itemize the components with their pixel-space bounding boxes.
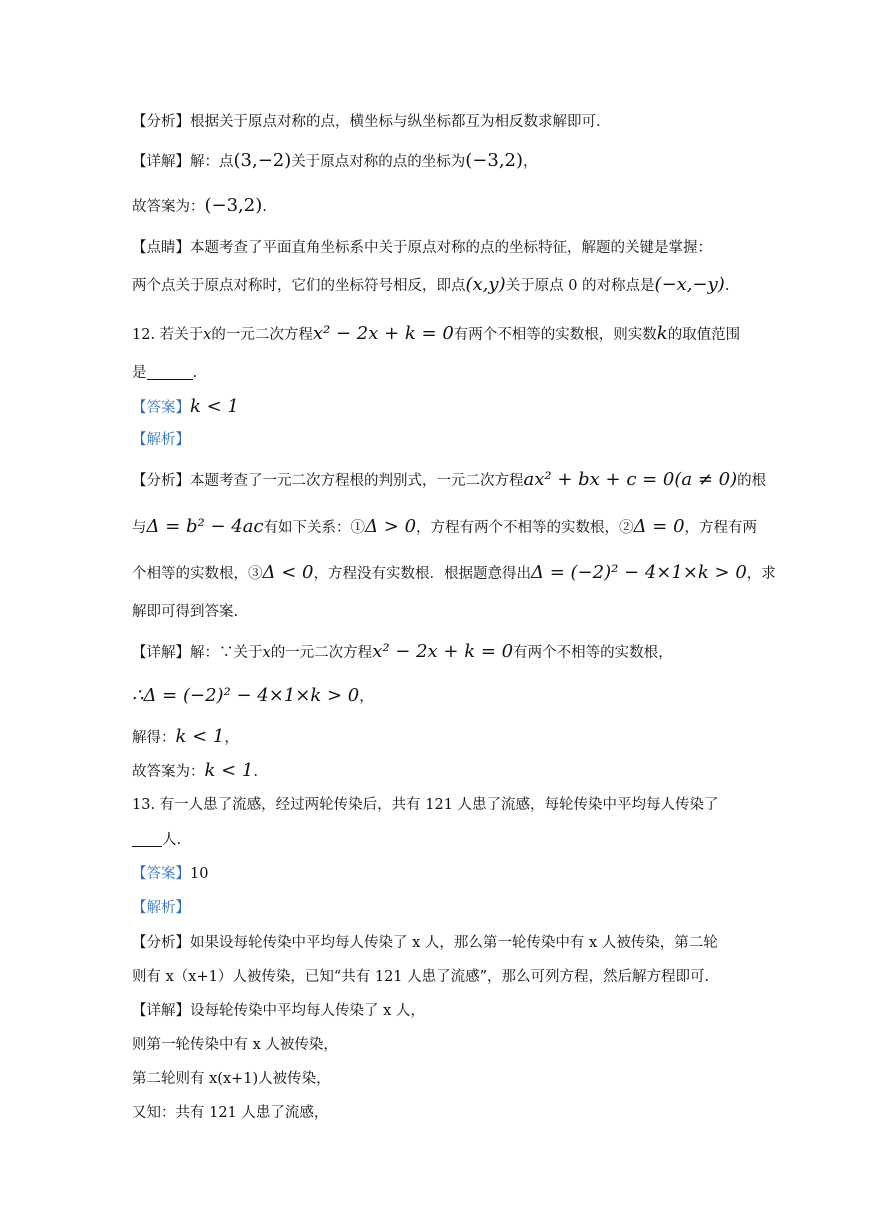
text-span: 则有 x（x+1）人被传染，已知“共有 121 人患了流感”，那么可列方程，然后解方程即可. [132,969,710,985]
math-equation: ax² + bx + c = 0 [523,469,675,490]
math-condition: Δ < 0 [262,562,314,583]
math-point: (x,y) [465,274,506,295]
text-span: 的一元二次方程 [211,327,313,343]
text-span: 解：∵关于 [190,645,263,661]
analysis-line-13 [132,931,718,955]
answer-13-line [132,862,208,886]
text-span: 与 [132,520,147,536]
text-span: 设每轮传染中平均每人传染了 x 人， [190,1003,425,1019]
analysis-line-11 [132,110,601,134]
math-condition: (a ≠ 0) [674,469,738,490]
math-point: (3,−2) [233,150,292,171]
analysis-line-12b [132,515,757,540]
math-inequality: ∴Δ = (−2)² − 4×1×k > 0 [132,685,360,706]
math-var: x [203,327,212,343]
section-tag-detail: 【详解】 [132,645,190,661]
section-tag-detail: 【详解】 [132,1003,190,1019]
detail-line-13c [132,1067,331,1091]
text-span: 的根 [737,473,767,489]
question-12-line [132,322,740,347]
analysis-line-12 [132,468,766,493]
section-tag-explain: 【解析】 [132,432,190,448]
text-span: 关于原点 0 的对称点是 [505,278,655,294]
text-span: 故答案为： [132,764,205,780]
text-span: 解：点 [190,154,234,170]
text-span: 则第一轮传染中有 x 人被传染， [132,1037,338,1053]
text-span: . [253,764,258,780]
analysis-text: 根据关于原点对称的点，横坐标与纵坐标都互为相反数求解即可. [190,114,601,130]
text-span: . [192,365,198,381]
text-span: 又知：共有 121 人患了流感， [132,1105,329,1121]
text-span: 12. 若关于 [132,327,204,343]
detail-line-12c [132,725,239,750]
section-tag-analysis: 【分析】 [132,114,190,130]
text-span: 的一元二次方程 [270,645,373,661]
text-span: ， [523,154,538,170]
text-span: 的取值范围 [667,327,741,343]
math-inequality: Δ = (−2)² − 4×1×k > 0 [530,562,747,583]
analysis-line-12c [132,561,776,586]
detail-line-12b [132,684,374,709]
remark-text: 本题考查了平面直角坐标系中关于原点对称的点的坐标特征，解题的关键是掌握： [190,240,712,256]
analysis-line-12d [132,600,238,624]
section-tag-analysis: 【分析】 [132,935,190,951]
math-var: k [656,323,668,344]
answer-blank [132,832,162,847]
question-12-line-b [132,361,197,385]
math-point: (−3,2) [465,150,524,171]
detail-line-13b [132,1033,338,1057]
text-span: ，方程没有实数根．根据题意得出 [313,566,531,582]
explain-13-header [132,896,190,920]
text-span: ，方程有两个不相等的实数根，② [416,520,634,536]
text-span: 关于原点对称的点的坐标为 [291,154,466,170]
text-span: 第二轮则有 x(x+1)人被传染， [132,1071,331,1087]
answer-text: 10 [190,866,209,882]
explain-12-header [132,428,190,452]
text-span: 13. 有一人患了流感，经过两轮传染后，共有 121 人患了流感，每轮传染中平均每人传染了 [132,797,719,813]
text-span: ， [224,730,239,746]
detail-line-12 [132,640,673,665]
math-condition: Δ > 0 [365,516,417,537]
text-span: 人. [162,832,182,848]
answer-line-11 [132,194,267,219]
math-equation: x² − 2x + k = 0 [372,641,514,662]
text-span: . [724,278,730,294]
question-13-line [132,793,719,817]
section-tag-remark: 【点睛】 [132,240,190,256]
math-answer: k < 1 [190,396,239,417]
text-span: ，方程有两 [684,520,758,536]
text-span: 个相等的实数根，③ [132,566,263,582]
text-span: 解得： [132,730,176,746]
answer-blank [147,365,193,380]
section-tag-answer: 【答案】 [132,866,190,882]
text-span: 有两个不相等的实数根， [513,645,673,661]
text-span: 有两个不相等的实数根，则实数 [453,327,657,343]
section-tag-answer: 【答案】 [132,400,190,416]
math-discriminant: Δ = b² − 4ac [146,516,264,537]
text-span: 有如下关系：① [263,520,366,536]
section-tag-analysis: 【分析】 [132,473,190,489]
text-span: 本题考查了一元二次方程根的判别式，一元二次方程 [190,473,524,489]
detail-line-11 [132,149,538,174]
math-point: (−3,2) [204,195,263,216]
analysis-line-13b [132,965,709,989]
math-var: x [262,645,271,661]
text-span: 故答案为： [132,199,205,215]
math-point: (−x,−y) [654,274,725,295]
text-span: ，求 [746,566,776,582]
question-13-line-b [132,828,181,852]
remark-line-11b [132,273,729,298]
text-span: 是 [132,365,147,381]
detail-line-12d [132,759,258,784]
detail-line-13 [132,999,425,1023]
detail-line-13d [132,1101,328,1125]
math-answer: k < 1 [204,760,254,781]
remark-line-11 [132,236,712,260]
math-equation: x² − 2x + k = 0 [312,323,454,344]
math-condition: Δ = 0 [633,516,685,537]
text-span: . [262,199,267,215]
text-span: ， [359,689,374,705]
answer-12-line [132,395,239,420]
math-answer: k < 1 [175,726,225,747]
text-span: 如果设每轮传染中平均每人传染了 x 人，那么第一轮传染中有 x 人被传染，第二轮 [190,935,718,951]
section-tag-explain: 【解析】 [132,900,190,916]
text-span: 两个点关于原点对称时，它们的坐标符号相反，即点 [132,278,466,294]
section-tag-detail: 【详解】 [132,154,190,170]
text-span: 解即可得到答案. [132,604,239,620]
